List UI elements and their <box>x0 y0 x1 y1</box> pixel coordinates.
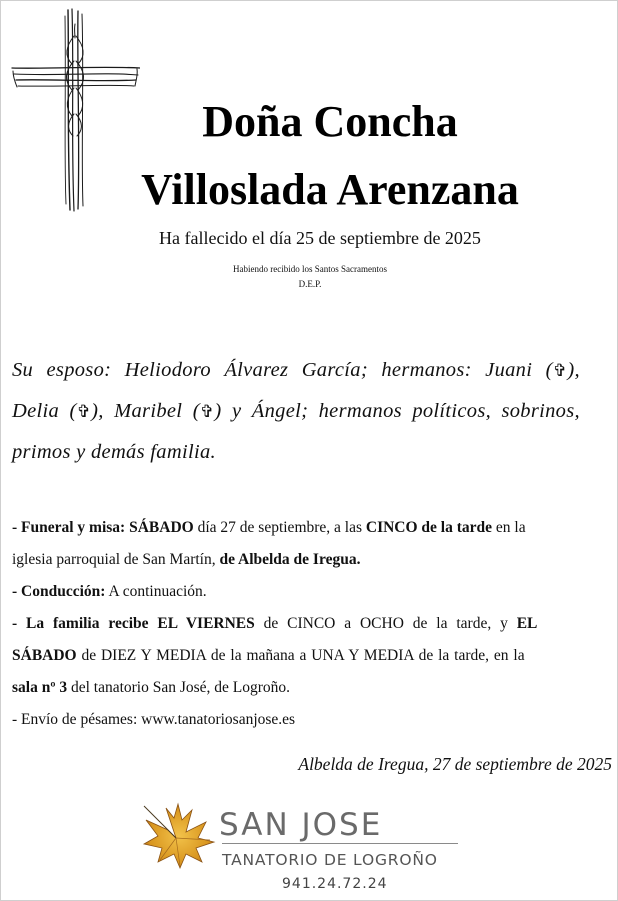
leaf-logo-icon <box>136 802 216 872</box>
visitation-line-2 <box>12 640 608 672</box>
conduction-line <box>12 576 608 608</box>
funeral-church: iglesia parroquial de San Martín, <box>12 551 216 568</box>
funeral-town: de Albelda de Iregua. <box>219 551 361 568</box>
brand-subtitle: TANATORIO DE LOGROÑO <box>222 851 438 869</box>
family-text-d: ), Maribel ( <box>91 400 200 422</box>
funeral-date: día 27 de septiembre, a las <box>197 519 363 536</box>
family-text-e: ) y Ángel; hermanos políticos, sobrinos, <box>214 400 580 422</box>
sacraments-line: Habiendo recibido los Santos Sacramentos <box>233 264 387 274</box>
visitation-line-3 <box>12 672 608 704</box>
funeral-label: - Funeral y misa: <box>12 519 126 536</box>
place-and-date: Albelda de Iregua, 27 de septiembre de 2025 <box>298 754 612 774</box>
family-text-c: Delia ( <box>12 400 77 422</box>
conduction-value: A continuación. <box>108 583 207 600</box>
visitation-line-1 <box>12 608 608 640</box>
deceased-name-line1: Doña Concha <box>202 97 458 146</box>
family-text-b: ), <box>567 359 580 381</box>
family-line-1 <box>12 350 600 391</box>
cross-mark-icon: ✞ <box>199 402 215 421</box>
family-text-a: Su esposo: Heliodoro Álvarez García; hermanos: Juani ( <box>12 359 553 381</box>
conduction-label: - Conducción: <box>12 583 106 600</box>
brand-divider <box>222 843 458 844</box>
cross-mark-icon: ✞ <box>552 361 568 380</box>
funeral-in: en la <box>495 519 526 536</box>
deceased-name-line2: Villoslada Arenzana <box>141 165 519 214</box>
visitation-hours2: de DIEZ Y MEDIA de la mañana a UNA Y MEDIA de la tarde, en la <box>81 647 525 664</box>
family-line-2 <box>12 391 600 432</box>
funeral-day: SÁBADO <box>129 519 194 536</box>
visitation-day2a: EL <box>516 615 538 632</box>
brand-phone: 941.24.72.24 <box>282 876 388 892</box>
funeral-time: CINCO de la tarde <box>365 519 493 536</box>
brand-name: SAN JOSE <box>219 807 383 843</box>
room-number: sala nº 3 <box>12 679 68 696</box>
funeral-line-1 <box>12 512 608 544</box>
visitation-day2b: SÁBADO <box>12 647 77 664</box>
family-paragraph <box>12 350 600 472</box>
funeral-line-2 <box>12 544 608 576</box>
service-details <box>12 512 608 736</box>
rip-line: D.E.P. <box>298 279 322 289</box>
family-line-3 <box>12 432 600 472</box>
room-place: del tanatorio San José, de Logroño. <box>70 679 291 696</box>
family-receives-label: - La familia recibe <box>12 615 149 632</box>
condolences-line: - Envío de pésames: www.tanatoriosanjose.es <box>12 711 296 728</box>
cross-mark-icon: ✞ <box>76 402 92 421</box>
visitation-day1: EL VIERNES <box>157 615 255 632</box>
death-date-line: Ha fallecido el día 25 de septiembre de 2025 <box>159 228 481 248</box>
family-text-f: primos y demás familia. <box>12 441 216 463</box>
visitation-hours1: de CINCO a OCHO de la tarde, y <box>263 615 508 632</box>
